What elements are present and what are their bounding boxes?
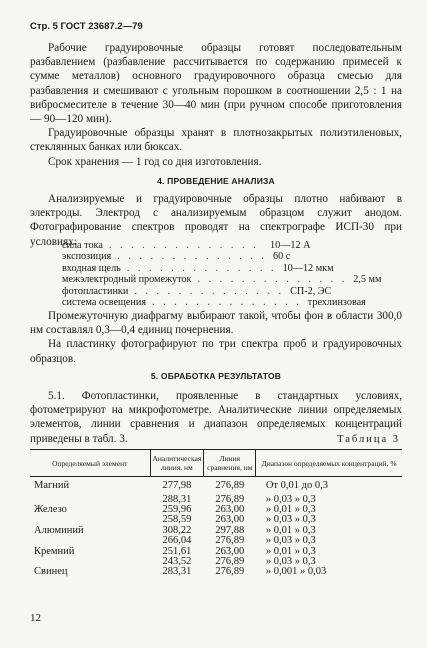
condition-row (62, 263, 362, 274)
condition-label: фотопластинки (62, 285, 129, 297)
cell-range: От 0,01 до 0,3 (265, 479, 328, 491)
cell-range: » 0,03 » 0,3 (265, 535, 316, 547)
section-heading-analysis: 4. ПРОВЕДЕНИЕ АНАЛИЗА (157, 176, 275, 186)
cell-reference-line: 297,88 (215, 524, 245, 536)
cell-range: » 0,001 » 0,03 (265, 566, 327, 578)
condition-label: сила тока (62, 240, 103, 251)
paragraph-diaphragm: Промежуточную диафрагму выбирают такой, чтобы фон в области 300,0 нм составлял 0,3—0,4 единиц почернения. (30, 310, 402, 337)
section-4-text (30, 309, 402, 366)
leader-dots: . . . . . . . . . . . . . . (134, 285, 285, 297)
condition-value: 10—12 мкм (282, 262, 334, 274)
table-body (30, 477, 402, 578)
cell-analytical-line: 243,52 (162, 555, 192, 567)
cell-range: » 0,03 » 0,3 (265, 555, 316, 567)
leader-dots: . . . . . . . . . . . . . . (108, 240, 259, 251)
cell-range: » 0,01 » 0,3 (265, 503, 316, 515)
cell-reference-line: 276,89 (215, 479, 245, 491)
cell-analytical-line: 266,04 (162, 535, 192, 547)
cell-analytical-line: 308,22 (162, 524, 192, 536)
condition-row (62, 274, 382, 286)
cell-range: » 0,01 » 0,3 (265, 545, 316, 557)
cell-reference-line: 276,89 (215, 535, 245, 547)
lines-table (30, 449, 402, 578)
condition-value: СП-2, ЭС (290, 285, 332, 297)
leader-dots: . . . . . . . . . . . . . . (152, 297, 302, 309)
cell-analytical-line: 259,96 (162, 503, 192, 515)
page-number: 12 (30, 612, 41, 624)
table-row (30, 536, 402, 546)
cell-analytical-line: 258,59 (162, 514, 192, 526)
cell-reference-line: 276,89 (215, 493, 245, 505)
cell-element: Кремний (34, 545, 75, 557)
cell-range: » 0,01 » 0,3 (265, 524, 316, 536)
leader-dots: . . . . . . . . . . . . . . (126, 262, 277, 274)
condition-label: экспозиция (62, 251, 112, 263)
cell-analytical-line: 283,31 (162, 566, 192, 578)
condition-value: 60 с (272, 251, 291, 263)
condition-row (62, 286, 362, 297)
leader-dots: . . . . . . . . . . . . . . (197, 274, 348, 286)
condition-row (62, 240, 362, 251)
cell-element: Железо (34, 503, 67, 515)
condition-label: система освещения (62, 297, 147, 309)
paragraph-storage-term: Срок хранения — 1 год со дня изготовления. (48, 155, 262, 168)
column-header-range: Диапазон определяемых концентраций, % (256, 450, 402, 477)
column-header-element: Определяемый элемент (52, 458, 128, 468)
paragraph-plate: На пластинку фотографируют по три спектра проб и градуировочных образцов. (30, 338, 402, 365)
table-row (30, 567, 402, 577)
table-row (30, 477, 402, 495)
cell-reference-line: 263,00 (215, 503, 245, 515)
cell-range: » 0,03 » 0,3 (265, 514, 316, 526)
paragraph-working-samples: Рабочие градуировочные образцы готовят последовательным разбавлением (разбавление рассчитывается по содержанию примесей к сумме металлов) основного градуировочного образца смесью для разбавления и смешивают с угольным порошком в соотношении 2,5 : 1 на вибросмесителе в течение 30—40 мин (при ручном способе приготовления — 90—120 мин). (30, 42, 402, 126)
condition-value: 2,5 мм (353, 274, 382, 286)
cell-range: » 0,03 » 0,3 (265, 493, 316, 505)
cell-analytical-line: 251,61 (162, 545, 192, 557)
condition-row (62, 251, 362, 262)
column-header-analytical-line: Аналитическая линия, нм (150, 450, 204, 477)
cell-element: Алюминий (34, 524, 84, 536)
column-header-reference-line: Линия сравнения, нм (204, 450, 256, 477)
table-title: Таблица 3 (337, 434, 400, 445)
paragraph-analysis: Анализируемые и градуировочные образцы плотно набивают в электроды. Электрод с анализируемым образцом служит анодом. Фотографирование спектров проводят на спектрографе ИСП-30 при условиях: (30, 193, 402, 248)
page-header: Стр. 5 ГОСТ 23687.2—79 (30, 21, 143, 32)
cell-reference-line: 276,89 (215, 566, 245, 578)
paragraph-storage: Градуировочные образцы хранят в плотнозакрытых полиэтиленовых, стеклянных банках или бюксах. (30, 127, 402, 154)
condition-value: трехлинзовая (307, 297, 366, 309)
section-heading-results: 5. ОБРАБОТКА РЕЗУЛЬТАТОВ (150, 371, 282, 381)
cell-element: Магний (34, 479, 70, 491)
cell-analytical-line: 277,98 (162, 479, 192, 491)
cell-reference-line: 276,89 (215, 555, 245, 567)
table-header-row (30, 450, 402, 477)
cell-reference-line: 263,00 (215, 545, 245, 557)
cell-reference-line: 263,00 (215, 514, 245, 526)
condition-row (62, 297, 366, 309)
section-3-text (30, 41, 402, 169)
condition-label: входная щель (62, 262, 121, 274)
cell-element: Свинец (34, 566, 68, 578)
cell-element (30, 536, 150, 546)
leader-dots: . . . . . . . . . . . . . . (117, 251, 267, 263)
condition-label: межэлектродный промежуток (62, 274, 192, 286)
condition-value: 10—12 А (270, 240, 311, 251)
conditions-list (62, 240, 382, 309)
cell-analytical-line: 288,31 (162, 493, 192, 505)
paragraph-photometry: 5.1. Фотопластинки, проявленные в стандартных условиях, фотометрируют на микрофотометре. Аналитические линии определяемых элементов, линии сравнения и диапазон определяемых концентраций приведены в табл. 3. (30, 390, 402, 445)
